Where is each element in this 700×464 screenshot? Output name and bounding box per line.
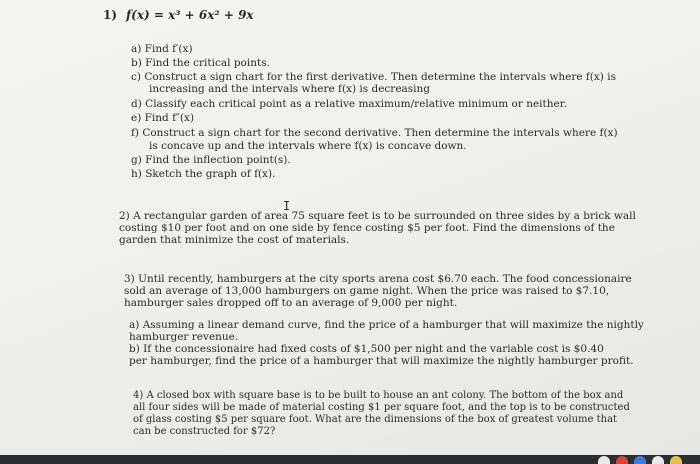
q3-part-a-cont: hamburger revenue.	[129, 331, 239, 343]
q1-part-c-cont: increasing and the intervals where f(x) is decreasing	[149, 83, 431, 95]
q2-line-3: garden that minimize the cost of materials.	[119, 234, 350, 246]
dock-app-icon[interactable]	[670, 456, 682, 464]
q3-line-3: hamburger sales dropped off to an average of 9,000 per night.	[124, 297, 458, 309]
dock-app-icon[interactable]	[616, 456, 628, 464]
screen-bezel	[0, 455, 700, 464]
q1-part-f-cont: is concave up and the intervals where f(x) is concave down.	[149, 140, 467, 152]
q3-line-1: 3) Until recently, hamburgers at the city sports arena cost $6.70 each. The food concessionaire	[124, 273, 632, 285]
q1-part-h: h) Sketch the graph of f(x).	[131, 168, 276, 180]
dock-app-icon[interactable]	[634, 456, 646, 464]
q3-part-b: b) If the concessionaire had fixed costs of $1,500 per night and the variable cost is $0.40	[129, 343, 604, 355]
q2-line-1: 2) A rectangular garden of area 75 square feet is to be surrounded on three sides by a brick wall	[119, 210, 636, 222]
q1-number: 1)	[103, 8, 118, 22]
q3-part-b-cont: per hamburger, find the price of a hamburger that will maximize the nightly hamburger profit.	[129, 355, 634, 367]
q1-part-g: g) Find the inflection point(s).	[131, 154, 291, 166]
q4-line-1: 4) A closed box with square base is to be built to house an ant colony. The bottom of the box and	[133, 390, 624, 401]
q4-line-3: of glass costing $5 per square foot. What are the dimensions of the box of greatest volume that	[133, 414, 618, 425]
q1-part-a: a) Find f′(x)	[131, 43, 193, 55]
q1-part-b: b) Find the critical points.	[131, 57, 270, 69]
q2-line-2: costing $10 per foot and on one side by fence costing $5 per foot. Find the dimensions of the	[119, 222, 615, 234]
q4-line-2: all four sides will be made of material costing $1 per square foot, and the top is to be constructed	[133, 402, 630, 413]
dock-app-icon[interactable]	[598, 456, 610, 464]
q1-part-f: f) Construct a sign chart for the second derivative. Then determine the intervals where f(x)	[131, 127, 618, 139]
q1-part-d: d) Classify each critical point as a relative maximum/relative minimum or neither.	[131, 98, 567, 110]
q3-part-a: a) Assuming a linear demand curve, find the price of a hamburger that will maximize the nightly	[129, 319, 644, 331]
text-cursor-icon: I	[283, 199, 291, 213]
q4-line-4: can be constructed for $72?	[133, 426, 276, 437]
q1-part-e: e) Find f″(x)	[131, 112, 195, 124]
q3-line-2: sold an average of 13,000 hamburgers on game night. When the price was raised to $7.10,	[124, 285, 610, 297]
q1-function: f(x) = x³ + 6x² + 9x	[126, 8, 254, 22]
dock-app-icon[interactable]	[652, 456, 664, 464]
q1-part-c: c) Construct a sign chart for the first derivative. Then determine the intervals where f(x) is	[131, 71, 616, 83]
